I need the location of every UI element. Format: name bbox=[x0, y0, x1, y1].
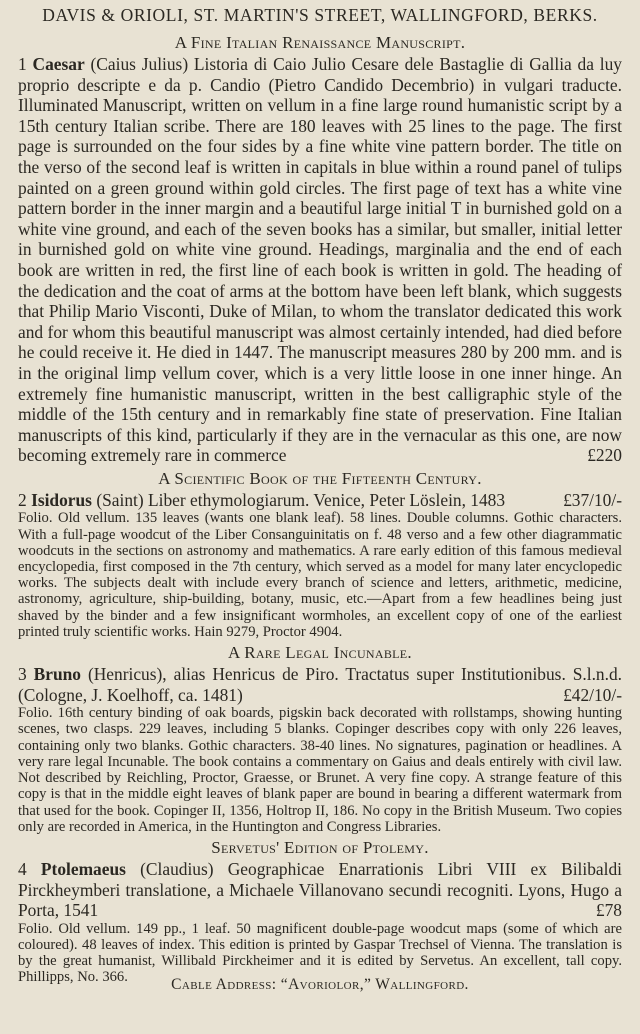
entry-author: Caesar bbox=[32, 54, 85, 74]
entry-number: 4 bbox=[18, 858, 27, 879]
catalogue-entry-4 bbox=[18, 859, 622, 986]
entry-body: Folio. Old vellum. 135 leaves (wants one blank leaf). 58 lines. Double columns. Gothic characters. With a full-page woodcut of the Liber Consanguinitatis on f. 48 verso and a few other diagrammatic woodcuts in the sections on astronomy and mathematics. A rare early edition of this famous medieval encyclopedia, first composed in the 7th century, which served as a model for many later encyclopedic works. The subjects dealt with include every branch of science and letters, arithmetic, medicine, astronomy, agriculture, ship-building, botany, music, etc.—Apart from a few headlines being just shaved by the binder and a few insignificant wormholes, an excellent copy of one of the earliest printed truly scientific works. Hain 9279, Proctor 4904. bbox=[18, 510, 622, 640]
entry-title-text: (Claudius) Geographicae Enarrationis Libri VIII ex Bilibaldi Pirckheymberi translatione, a Michaele Villanovano secundi recogniti. Lyons, Hugo a Porta, 1541 bbox=[18, 858, 622, 921]
entry-price: £42/10/- bbox=[563, 684, 622, 705]
entry-number: 2 bbox=[18, 489, 27, 510]
entry-title bbox=[18, 859, 622, 921]
entry-description: (Caius Julius) Listoria di Caio Julio Cesare dele Bastaglie di Gallia da luy proprio descripte e da p. Candio (Pietro Candido Decembrio) in vulgari traducte. Illuminated Manuscript, written on vellum in a fine large round humanistic script by a 15th century Italian scribe. There are 180 leaves with 25 lines to the page. The first page is surrounded on the four sides by a fine white vine pattern border. The title on the verso of the second leaf is written in capitals in blue within a round panel of tulips painted on a green ground within gold circles. The first page of text has a white vine pattern border in the inner margin and a beautiful large initial T in burnished gold on a white vine ground, and each of the seven books has a similar, but smaller, initial letter in burnished gold on white vine ground. Headings, marginalia and the end of each book are written in red, the first line of each book is written in gold. The heading of the dedication and the coat of arms at the bottom have been left blank, which suggests that Philip Mario Visconti, Duke of Milan, to whom the translator dedicated this work and for whom this beautiful manuscript was almost certainly intended, had died before he could receive it. He died in 1447. The manuscript measures 280 by 200 mm. and is in the original limp vellum cover, which is a very little loose in one inner hinge. An extremely fine humanistic manuscript, written in the best calligraphic style of the middle of the 15th century and in remarkably fine state of preservation. Fine Italian manuscripts of this kind, particularly if they are in the vernacular as this one, are now becoming extremely rare in commerce bbox=[18, 54, 623, 466]
entry-body: Folio. 16th century binding of oak boards, pigskin back decorated with rollstamps, showing hunting scenes, two clasps. 229 leaves, including 5 blanks. Copinger describes copy with only 226 leaves, containing only two blanks. Gothic characters. 38-40 lines. No signatures, pagination or headlines. A very rare legal Incunable. The book contains a commentary on Gaius and deals entirely with civil law. Not described by Reichling, Proctor, Graesse, or Brunet. A very fine copy. A strange feature of this copy is that in the middle eight leaves of blank paper are bound in bearing a different watermark from that used for the book. Copinger II, 1356, Holtrop II, 186. No copy in the British Museum. Two copies only are recorded in America, in the Huntington and Congress Libraries. bbox=[18, 705, 622, 835]
entry-author: Bruno bbox=[33, 664, 81, 685]
entry-number: 3 bbox=[18, 664, 27, 685]
entry-title bbox=[18, 490, 622, 511]
page-header: DAVIS & ORIOLI, ST. MARTIN'S STREET, WALLINGFORD, BERKS. bbox=[42, 5, 598, 25]
catalogue-entry-3 bbox=[18, 664, 622, 835]
entry-body: Folio. Old vellum. 149 pp., 1 leaf. 50 magnificent double-page woodcut maps (some of which are coloured). 48 leaves of index. This edition is printed by Gaspar Trechsel of Vienna. The translation is by the great humanist, Willibald Pirckheimer and it is edited by Servetus. An excellent, tall copy. Phillipps, No. 366. bbox=[18, 920, 622, 986]
entry-number: 1 bbox=[18, 54, 27, 74]
page-footer: Cable Address: “Avoriolor,” Wallingford. bbox=[171, 976, 469, 993]
entry-title-text: (Saint) Liber ethymologiarum. Venice, Peter Löslein, 1483 bbox=[96, 489, 506, 510]
section-heading-1: A Fine Italian Renaissance Manuscript. bbox=[174, 33, 466, 52]
entry-price: £78 bbox=[595, 900, 622, 921]
entry-price: £220 bbox=[587, 445, 622, 466]
catalogue-entry-1 bbox=[18, 54, 622, 466]
catalogue-entry-2 bbox=[18, 490, 622, 640]
entry-title-text: (Henricus), alias Henricus de Piro. Tractatus super Institutionibus. S.l.n.d. (Cologne, J. Koelhoff, ca. 1481) bbox=[18, 664, 622, 705]
section-heading-3: A Rare Legal Incunable. bbox=[228, 643, 412, 663]
section-heading-4: Servetus' Edition of Ptolemy. bbox=[211, 837, 429, 857]
entry-author: Isidorus bbox=[31, 489, 92, 510]
entry-title bbox=[18, 664, 622, 705]
entry-price: £37/10/- bbox=[563, 489, 622, 510]
section-heading-2: A Scientific Book of the Fifteenth Century. bbox=[158, 468, 482, 488]
entry-author: Ptolemaeus bbox=[40, 858, 126, 879]
